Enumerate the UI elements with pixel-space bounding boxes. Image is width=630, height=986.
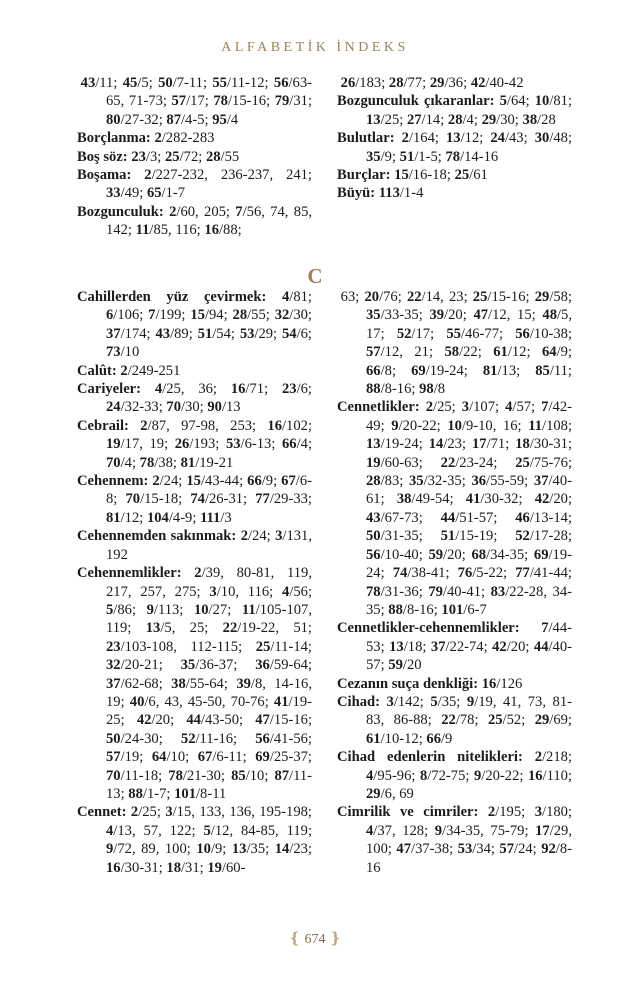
index-entry xyxy=(337,288,572,398)
ornament-right-icon: ❵ xyxy=(329,931,342,947)
page-number-value: 674 xyxy=(304,932,326,947)
c-right-column xyxy=(337,288,572,877)
entry-continuation: 43/11; 45/5; 50/7-11; 55/11-12; 56/63-65, 71-73; 57/17; 78/15-16; 79/31; 80/27-32; 87/4-5; 95/4 xyxy=(80,75,312,128)
index-entry: Burçlar: 15/16-18; 25/61 xyxy=(337,167,488,184)
index-entry: Cariyeler: 4/25, 36; 16/71; 23/6; 24/32-33; 70/30; 90/13 xyxy=(77,381,312,416)
running-header: ALFABETİK İNDEKS xyxy=(221,40,409,55)
index-entry: Cahillerden yüz çevirmek: 4/81; 6/106; 7/199; 15/94; 28/55; 32/30; 37/174; 43/89; 51/54; 53/29; 54/6; 73/10 xyxy=(77,289,312,361)
index-entry: Cihad: 3/142; 5/35; 9/19, 41, 73, 81-83, 86-88; 22/78; 25/52; 29/69; 61/10-12; 66/9 xyxy=(337,693,572,747)
index-entry: Cehennemden sakınmak: 2/24; 3/131, 192 xyxy=(77,528,312,563)
index-entry: Bozgunculuk çıkaranlar: 5/64; 10/81; 13/25; 27/14; 28/4; 29/30; 38/28 xyxy=(337,93,573,128)
top-left-column xyxy=(77,74,312,240)
index-entry xyxy=(77,74,312,129)
index-entry: Cihad edenlerin nitelikleri: 2/218; 4/95-96; 8/72-75; 9/20-22; 16/110; 29/6, 69 xyxy=(337,749,573,802)
index-entry: Cennet: 2/25; 3/15, 133, 136, 195-198; 4/13, 57, 122; 5/12, 84-85, 119; 9/72, 89, 100; 10/9; 13/35; 14/23; 16/30-31; 18/31; 19/60- xyxy=(77,804,312,876)
index-entry: Bulutlar: 2/164; 13/12; 24/43; 30/48; 35/9; 51/1-5; 78/14-16 xyxy=(337,130,573,165)
index-entry: Cimrilik ve cimriler: 2/195; 3/180; 4/37, 128; 9/34-35, 75-79; 17/29, 100; 47/37-38; 53/34; 57/24; 92/8-16 xyxy=(337,804,573,876)
index-entry: Boşama: 2/227-232, 236-237, 241; 33/49; 65/1-7 xyxy=(77,167,312,202)
c-left-column xyxy=(77,288,312,877)
index-entry: Cennetlikler-cehennemlikler: 7/44-53; 13/18; 37/22-74; 42/20; 44/40-57; 59/20 xyxy=(337,620,572,674)
page-number xyxy=(0,929,630,948)
index-entry: Borçlanma: 2/282-283 xyxy=(77,130,215,147)
index-entry: Boş söz: 23/3; 25/72; 28/55 xyxy=(77,148,240,165)
index-entry: Büyü: 113/1-4 xyxy=(337,185,424,202)
index-entry: Cezanın suça denkliği: 16/126 xyxy=(337,675,523,692)
entry-continuation: 63; 20/76; 22/14, 23; 25/15-16; 29/58; 35/33-35; 39/20; 47/12, 15; 48/5, 17; 52/17; 55/46-77; 56/10-38; 57/12, 21; 58/22; 61/12; 64/9; 66/8; 69/19-24; 81/13; 85/11; 88/8-16; 98/8 xyxy=(340,289,573,398)
index-entry: Cehennemlikler: 2/39, 80-81, 119, 217, 257, 275; 3/10, 116; 4/56; 5/86; 9/113; 10/27; 11/105-107, 119; 13/5, 25; 22/19-22, 51; 23/103-108, 112-115; 25/11-14; 32/20-21; 35/36-37; 36/59-64; 37/62-68; 38/55-64; 39/8, 14-16, 19; 40/6, 43, 45-50, 70-76; 41/19-25; 42/20; 44/43-50; 47/15-16; 50/24-30; 52/11-16; 56/41-56; 57/19; 64/10; 67/6-11; 69/25-37; 70/11-18; 78/21-30; 85/10; 87/11-13; 88/1-7; 101/8-11 xyxy=(77,565,313,802)
top-right-column xyxy=(337,74,572,203)
index-entry: Cehennem: 2/24; 15/43-44; 66/9; 67/6-8; 70/15-18; 74/26-31; 77/29-33; 81/12; 104/4-9; 111/3 xyxy=(77,473,312,526)
entry-continuation: 26/183; 28/77; 29/36; 42/40-42 xyxy=(340,75,524,91)
ornament-left-icon: ❴ xyxy=(288,931,301,947)
index-entry: Cennetlikler: 2/25; 3/107; 4/57; 7/42-49; 9/20-22; 10/9-10, 16; 11/108; 13/19-24; 14/23; 17/71; 18/30-31; 19/60-63; 22/23-24; 25/75-76; 28/83; 35/32-35; 36/55-59; 37/40-61; 38/49-54; 41/30-32; 42/20; 43/67-73; 44/51-57; 46/13-14; 50/31-35; 51/15-19; 52/17-28; 56/10-40; 59/20; 68/34-35; 69/19-24; 74/38-41; 76/5-22; 77/41-44; 78/31-36; 79/40-41; 83/22-28, 34-35; 88/8-16; 101/6-7 xyxy=(337,399,573,618)
section-letter: C xyxy=(307,264,323,288)
index-entry xyxy=(337,74,572,92)
index-entry: Bozgunculuk: 2/60, 205; 7/56, 74, 85, 142; 11/85, 116; 16/88; xyxy=(77,203,313,239)
index-entry: Calût: 2/249-251 xyxy=(77,362,181,379)
index-entry: Cebrail: 2/87, 97-98, 253; 16/102; 19/17, 19; 26/193; 53/6-13; 66/4; 70/4; 78/38; 81/19-21 xyxy=(77,417,312,471)
